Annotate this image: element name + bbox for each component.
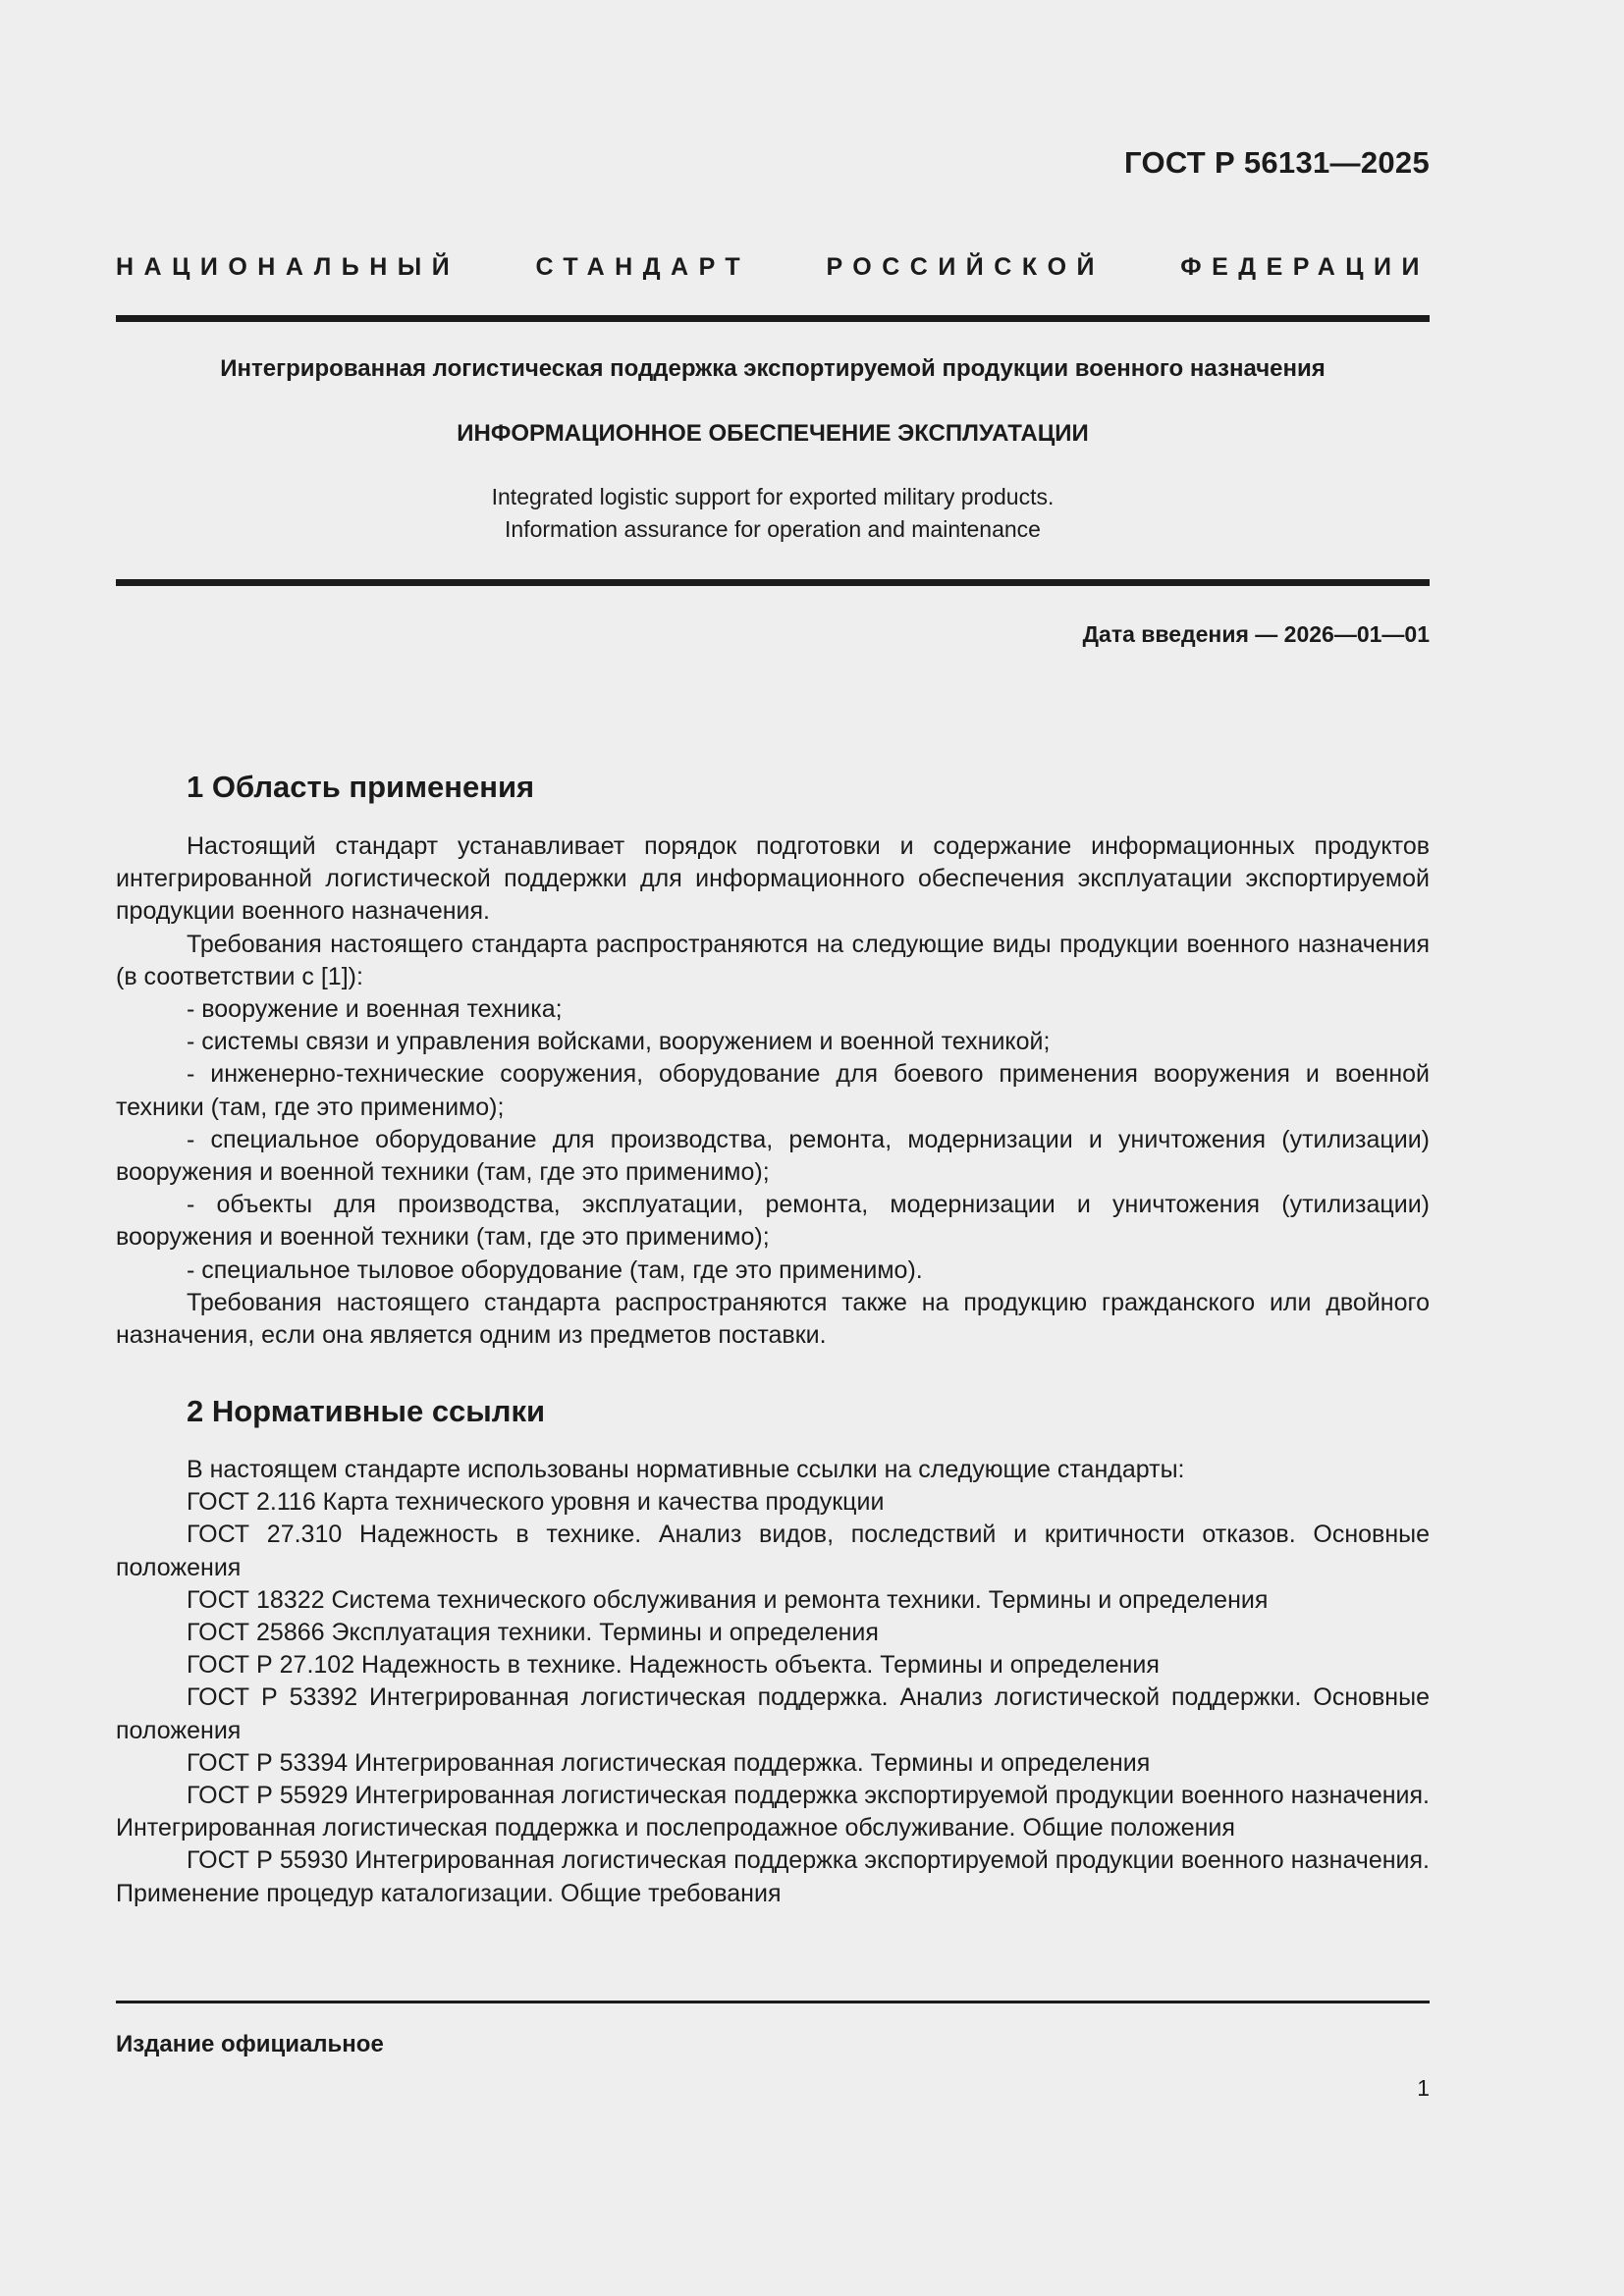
reference-item: ГОСТ 25866 Эксплуатация техники. Термины и определения bbox=[187, 1619, 879, 1647]
reference-item: ГОСТ Р 55929 Интегрированная логистическая поддержка экспортируемой продукции военного назначения. Интегрированная логистическая поддержка и послепродажное обслуживание. Общие положения bbox=[116, 1782, 1430, 1842]
reference-item: ГОСТ 18322 Система технического обслуживания и ремонта техники. Термины и определения bbox=[187, 1585, 1269, 1614]
document-number: ГОСТ Р 56131—2025 bbox=[1124, 145, 1430, 180]
list-item: - вооружение и военная техника; bbox=[187, 995, 563, 1024]
list-item: - специальное тыловое оборудование (там, где это применимо). bbox=[187, 1255, 923, 1284]
scope-applicability-paragraph: Требования настоящего стандарта распространяются на следующие виды продукции военного назначения (в соответствии с [1]): bbox=[116, 930, 1430, 990]
reference-item: ГОСТ Р 53394 Интегрированная логистическая поддержка. Термины и определения bbox=[187, 1748, 1151, 1777]
document-page bbox=[116, 0, 1430, 2296]
list-item: - инженерно-технические сооружения, оборудование для боевого применения вооружения и военной техники (там, где это применимо); bbox=[116, 1060, 1430, 1121]
english-title bbox=[116, 481, 1430, 546]
reference-item: ГОСТ Р 53392 Интегрированная логистическая поддержка. Анализ логистической поддержки. Основные положения bbox=[116, 1683, 1430, 1744]
introduction-date: Дата введения — 2026—01—01 bbox=[1082, 621, 1430, 647]
section-2-body bbox=[116, 1454, 1430, 1910]
header-rule-bottom bbox=[116, 579, 1430, 586]
reference-item: ГОСТ 27.310 Надежность в технике. Анализ видов, последствий и критичности отказов. Основные положения bbox=[116, 1521, 1430, 1581]
document-title: Интегрированная логистическая поддержка экспортируемой продукции военного назначения bbox=[220, 355, 1326, 382]
references-intro: В настоящем стандарте использованы нормативные ссылки на следующие стандарты: bbox=[187, 1456, 1185, 1483]
reference-item: ГОСТ Р 55930 Интегрированная логистическая поддержка экспортируемой продукции военного назначения. Применение процедур каталогизации. Общие требования bbox=[116, 1846, 1430, 1907]
section-1-heading: 1 Область применения bbox=[187, 770, 535, 804]
english-title-line-2: Information assurance for operation and maintenance bbox=[505, 516, 1041, 542]
list-item: - объекты для производства, эксплуатации, ремонта, модернизации и уничтожения (утилизации) вооружения и военной техники (там, где это применимо); bbox=[116, 1191, 1430, 1252]
official-edition-label: Издание официальное bbox=[116, 2031, 384, 2057]
list-item: - системы связи и управления войсками, вооружением и военной техникой; bbox=[187, 1028, 1051, 1056]
list-item: - специальное оборудование для производства, ремонта, модернизации и уничтожения (утилизации) вооружения и военной техники (там, где это применимо); bbox=[116, 1125, 1430, 1187]
english-title-line-1: Integrated logistic support for exported military products. bbox=[491, 484, 1055, 509]
reference-item: ГОСТ Р 27.102 Надежность в технике. Надежность объекта. Термины и определения bbox=[187, 1651, 1160, 1680]
scope-paragraph: Настоящий стандарт устанавливает порядок подготовки и содержание информационных продуктов интегрированной логистической поддержки для информационного обеспечения эксплуатации экспортируемой продукции военного назначения. bbox=[116, 832, 1430, 926]
page-number: 1 bbox=[1417, 2075, 1430, 2101]
footer-rule bbox=[116, 2001, 1430, 2003]
section-1-body bbox=[116, 830, 1430, 1352]
national-standard-banner: НАЦИОНАЛЬНЫЙ СТАНДАРТ РОССИЙСКОЙ ФЕДЕРАЦИИ bbox=[116, 253, 1430, 281]
header-rule-top bbox=[116, 315, 1430, 322]
reference-item: ГОСТ 2.116 Карта технического уровня и качества продукции bbox=[187, 1488, 885, 1517]
section-2-heading: 2 Нормативные ссылки bbox=[187, 1394, 546, 1428]
dual-use-paragraph: Требования настоящего стандарта распространяются также на продукцию гражданского или двойного назначения, если она является одним из предметов поставки. bbox=[116, 1288, 1430, 1350]
document-subtitle: ИНФОРМАЦИОННОЕ ОБЕСПЕЧЕНИЕ ЭКСПЛУАТАЦИИ bbox=[457, 420, 1089, 447]
